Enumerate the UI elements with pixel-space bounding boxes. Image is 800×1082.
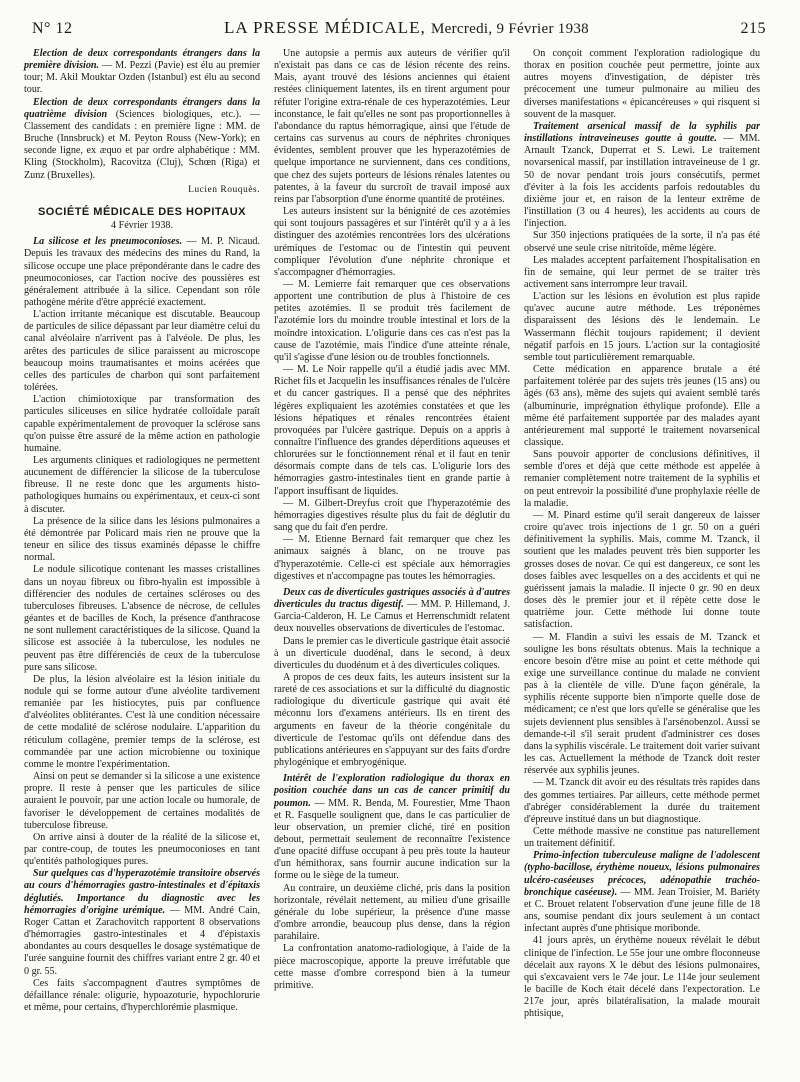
paragraph: Les arguments cliniques et radiologiques ne permettent aucunement de différencier la silicose de la tuberculose fibreuse. Il ne reste donc que les arguments histo-pathologiques humains ou expérimentaux, et ceux-ci sont à discuter.: [24, 455, 260, 515]
paragraph: Deux cas de diverticules gastriques associés à d'autres diverticules du tractus digestif. — MM. P. Hillemand, J. Garcia-Calderon, H. Le Camus et Herrenschmidt relatent deux nouvelles observations de diverticules de l'estomac.: [274, 586, 510, 635]
paragraph: — M. Tzanck dit avoir eu des résultats très rapides dans des gommes tertiaires. Par ailleurs, cette méthode permet d'abréger considérablement la durée du traitement d'épreuve institué dans un but diagnostique.: [524, 777, 760, 825]
paragraph: A propos de ces deux faits, les auteurs insistent sur la rareté de ces associations et sur la difficulté du diagnostic radiologique du diverticule gastrique qui avait été méconnu lors d'examens antérieurs. Ils en tirent des arguments en faveur de la théorie congénitale du diverticule de l'estomac qu'ils ont défendue dans des publications antérieures en s'appuyant sur des faits d'ordre phylogénique et embryogénique.: [274, 671, 510, 769]
paragraph: — M. Lemierre fait remarquer que ces observations apportent une contribution de plus à l'histoire de ces petites azotémies. Il se produit très facilement de l'azotémie lors du moindre trouble intestinal et lors de la moindre intoxication. L'oligurie dans ces cas n'est pas la cause de l'azotémie, mais l'indice d'une atteinte rénale, qu'il s'agisse d'une lésion ou de troubles fonctionnels.: [274, 278, 510, 363]
paragraph: Election de deux correspondants étrangers dans la quatrième division (Sciences biologiques, etc.). — Classement des candidats : en première ligne : MM. de Bruche (Innsbruck) et M. Peyton Rouss (New-York); en seconde ligne, ex æquo et par ordre alphabétique : MM. Kling (Stockholm), Racovitza (Cluj), Schœn (Riga) et Zunz (Bruxelles).: [24, 96, 261, 181]
paragraph: On arrive ainsi à douter de la réalité de la silicose et, par contre-coup, de toutes les pneumoconioses en tant qu'entités pathologiques pures.: [24, 831, 260, 868]
paragraph: — M. Le Noir rappelle qu'il a étudié jadis avec MM. Richet fils et Jacquelin les insuffisances rénales de l'ulcère et du cancer gastriques. Il a pensé que des néphrites légères expliquaient les azotémies constatées et que les lésions hépatiques et rénales rencontrées étaient provoquées par l'ulcère gastrique. Depuis on a appris à connaître l'influence des grandes déperditions aqueuses et chlorurées sur le fonctionnement rénal et il faut en tenir désormais compte dans de tels cas. L'oligurie lors des hémorragies gastro-intestinales tient en grande partie à l'apport insuffisant de liquides.: [274, 364, 510, 497]
paragraph: Ainsi on peut se demander si la silicose a une existence propre. Il reste à penser que les particules de silice auraient le pouvoir, par une action locale ou humorale, de favoriser le développement de certaines modalités de tuberculose fibreuse.: [24, 771, 260, 831]
paragraph: Election de deux correspondants étrangers dans la première division. — M. Pezzi (Pavie) est élu au premier tour; M. Akil Mouktar Ozden (Istanbul) est élu au second tour.: [24, 48, 261, 96]
issue-number: N° 12: [32, 20, 73, 37]
paragraph: Cette méthode massive ne constitue pas naturellement un traitement définitif.: [524, 826, 760, 850]
paragraph: De plus, la lésion alvéolaire est la lésion initiale du nodule qui se forme autour d'une alvéolite tardivement remaniée par les histiocytes, puis par confluence d'alvéolites oblitérantes. C'est là une condition nécessaire de cette modalité de sclérose nodulaire. L'apparition du réticulum collagène, premier temps de la sclérose, est commandée par une action microbienne ou toxinique comme le montre l'expérimentation.: [24, 673, 260, 770]
paragraph: Primo-infection tuberculeuse maligne de l'adolescent (typho-bacillose, érythème noueux, lésions pulmonaires ulcéro-caséeuses précoces, adénopathie trachéo-bronchique caséeuse). — MM. Jean Troisier, M. Bariéty et C. Brouet relatent l'observation d'une jeune fille de 18 ans, soumise pendant dix jours seulement à un contact infectant auprès d'une phtisique moribonde.: [524, 850, 760, 935]
paragraph: Cette médication en apparence brutale a été parfaitement tolérée par des sujets très jeunes (15 ans) ou âgés (63 ans), même des sujets qui avaient semblé tarés (albuminurie, imprégnation éthylique profonde). Elle a même été parfaitement supportée par des malades ayant antérieurement mal supporté le traitement novarsenical classique.: [524, 364, 760, 448]
paragraph: Le nodule silicotique contenant les masses cristallines dans un noyau fibreux ou fibro-hyalin est impossible à différencier des nodules de certaines scléroses ou des tuberculoses fibreuses. L'absence de nécrose, de cellules géantes et de bacilles de Koch, la présence d'anthracose ne sont nullement caractéristiques de la silicose. Quand la silicose est associée à la tuberculose, les nodules ne peuvent pas être différenciés de ceux de la tuberculose pure sans silicose.: [24, 564, 260, 673]
issue-date: Mercredi, 9 Février 1938: [431, 21, 589, 37]
journal-title-line: [224, 18, 589, 38]
paragraph: Au contraire, un deuxième cliché, pris dans la position horizontale, révélait nettement, au milieu d'une grisaille générale du lobe supérieur, la présence d'une masse d'ombre arrondie, beaucoup plus dense, dans la région parahilaire.: [274, 882, 510, 943]
paragraph: Les auteurs insistent sur la bénignité de ces azotémies qui sont toujours passagères et sur l'intérêt qu'il y a à les distinguer des azotémies rencontrées lors des ulcérations urémiques de l'estomac ou de l'intestin qui peuvent compliquer l'évolution d'une néphrite chronique et s'accompagner d'hémorragies.: [274, 206, 510, 278]
paragraph: L'action chimiotoxique par transformation des particules siliceuses en silice hydratée colloïdale paraît capable expérimentalement de provoquer la sclérose sans qu'on puisse être assuré de la même action en pathologie humaine.: [24, 394, 260, 454]
column-2: [274, 48, 510, 1021]
paragraph: On conçoit comment l'exploration radiologique du thorax en position couchée peut permettre, jointe aux autres moyens d'investigation, de dépister très précocement une tumeur pulmonaire au milieu des diverses manifestations « épicancéreuses » qui risquent si souvent de la masquer.: [524, 48, 760, 120]
section-date: 4 Février 1938.: [111, 220, 173, 232]
column-3: [524, 48, 760, 1021]
paragraph: La présence de la silice dans les lésions pulmonaires a été démontrée par Policard mais rien ne prouve que la teneur en silice des tissus examinés dépasse le chiffre normal.: [24, 515, 260, 564]
paragraph: La confrontation anatomo-radiologique, à l'aide de la pièce macroscopique, apporte la preuve irréfutable que cette masse d'ombre correspond bien à la tumeur primitive.: [274, 943, 510, 991]
paragraph: Une autopsie a permis aux auteurs de vérifier qu'il n'existait pas dans ce cas de lésion récente des reins. Mais, ayant trouvé des lésions anciennes qui étaient restées cliniquement latentes, ils en tirent argument pour réfuter l'origine extra-rénale de ces hyperazotémies. Leur inconstance, le fait qu'elles ne sont pas proportionnelles à l'abondance du raptus hémorragique, ainsi que l'étude de certains cas survenus au cours de néphrites chroniques évidentes, semblent prouver que les hyperazotémies de quelque importance ne surviennent, dans ces conditions, que chez des sujets porteurs de lésions rénales latentes ou patentes, à la faveur du surcroît de travail imposé aux reins par l'absorption d'une énorme quantité de protéines.: [274, 48, 510, 205]
page-number: 215: [740, 20, 766, 37]
paragraph: Sans pouvoir apporter de conclusions définitives, il semble d'ores et déjà que cette méthode est appelée à remanier complètement notre traitement de la syphilis et on peut entrevoir la possibilité d'une prophylaxie réelle de la maladie.: [524, 449, 760, 509]
paragraph: — M. Gilbert-Dreyfus croit que l'hyperazotémie des hémorragies digestives résulte plus du fait de déglutir du sang que du fait d'en perdre.: [274, 497, 510, 534]
paragraph: — M. Flandin a suivi les essais de M. Tzanck et souligne les bons résultats obtenus. Mais la technique a encore besoin d'être mise au point et cette méthode qui exige une surveillance continue du malade ne convient pas à la clientèle de ville. D'une façon générale, la syphilis récente supporte bien n'importe quelle dose de médicament; ce n'est que lors qu'elle se généralise que les sujets deviennent plus sensibles à l'arsénobenzol. Aussi se demande-t-il s'il serait prudent d'administrer ces doses dans la syphilis viscérale. Le traitement doit varier suivant les cas. Actuellement la méthode de Tzanck doit rester réservée aux syphilis jeunes.: [524, 631, 760, 777]
signature: Lucien Rouquès.: [188, 184, 260, 195]
column-1: [24, 48, 260, 1021]
paragraph: Sur quelques cas d'hyperazotémie transitoire observés au cours d'hémorragies gastro-intestinales et d'épitaxis déglutiés. Importance du diagnostic avec les hémorragies d'origine urémique. — MM. André Cain, Roger Cattan et Zarachovitch rapportent 8 observations d'hémorragies gastro-intestinales et 4 d'épistaxis abondantes au cours desquelles le dosage systématique de l'urée sanguine fournit des chiffres variant entre 2 gr. 40 et 0 gr. 55.: [24, 868, 260, 977]
paragraph: — M. Pinard estime qu'il serait dangereux de laisser croire qu'avec trois injections de 1 gr. 50 on a guéri définitivement la syphilis. Mais, comme M. Tzanck, il soutient que les malades peuvent très bien supporter les grosses doses de novar. Ce qui est dangereux, ce sont les doses faibles avec lesquelles on a des accidents et qui ne guérissent jamais la maladie. Il injecte 0 gr. 90 en deux doses dès le premier jour et il répète cette dose le quatrième jour. Cette méthode lui donne toute satisfaction.: [524, 509, 760, 631]
paragraph: La silicose et les pneumoconioses. — M. P. Nicaud. Depuis les travaux des médecins des mines du Rand, la silicose occupe une place prépondérante dans le cadre des pneumoconioses, car l'action nocive des poussières est généralement attribuée à la silice. Cependant son rôle pathogène mérite d'être apprécié exactement.: [24, 236, 260, 308]
text-columns: [24, 48, 770, 1021]
paragraph: Traitement arsenical massif de la syphilis par instillations intraveineuses goutte à goutte. — MM. Arnault Tzanck, Duperrat et S. Lewi. Le traitement novarsenical massif, par instillation intraveineuse de 1 gr. 50 de novar pendant trois jours consécutifs, permet d'éviter à la fois les accidents parfois redoutables du dixième jour et, en raison de la lenteur extrême de l'instillation (3 ou 4 heures), les accidents au cours de l'injection.: [524, 120, 760, 230]
paragraph: Les malades acceptent parfaitement l'hospitalisation en fin de semaine, qui leur permet de se traiter très activement sans interrompre leur travail.: [524, 254, 760, 290]
paragraph: Ces faits s'accompagnent d'autres symptômes de défaillance rénale: oligurie, hypoazoturie, hypochlorurie et même, pour certains, d'hyperchlorémie plasmique.: [24, 977, 260, 1014]
paragraph: Intérêt de l'exploration radiologique du thorax en position couchée dans un cas de cancer primitif du poumon. — MM. R. Benda, M. Fourestier, Mme Thaon et R. Fasquelle soulignent que, dans le cas particulier de leur observation, un premier cliché, tiré en position debout, permettait seulement de reconnaître l'existence d'une opacité diffuse occupant à peu près toute la hauteur d'un hémithorax, sans fournir aucune indication sur la forme ou le siège de la tumeur.: [274, 773, 510, 882]
page-header: [24, 18, 770, 44]
paragraph: — M. Etienne Bernard fait remarquer que chez les animaux saignés à blanc, on ne trouve pas d'hyperazotémie. Celle-ci est spéciale aux hémorragies digestives et n'accompagne pas toutes les hémorragies.: [274, 534, 510, 582]
paragraph: L'action irritante mécanique est discutable. Beaucoup de particules de silice dépassant par leur diamètre celui du canal alvéolaire n'arrivent pas à l'alvéole. De plus, les arêtes des particules de silice paraissent au microscope beaucoup moins traumatisantes et moins acérées que celles des particules de charbon qui sont parfaitement tolérées.: [24, 309, 260, 394]
section-title: SOCIÉTÉ MÉDICALE DES HOPITAUX: [37, 205, 247, 218]
paragraph: Sur 350 injections pratiquées de la sorte, il n'a pas été observé une seule crise nitritoïde, même légère.: [524, 230, 760, 254]
paragraph: L'action sur les lésions en évolution est plus rapide qu'avec aucune autre méthode. Les tréponèmes disparaissent des lésions dès le lendemain. Le Wassermann fléchit toujours rapidement; il devient négatif parfois en 15 jours. L'action sur la contagiosité semble tout particulièrement remarquable.: [524, 291, 760, 363]
paragraph: Dans le premier cas le diverticule gastrique était associé à un diverticule duodénal, dans le second, à deux diverticules du duodénum et à des diverticules coliques.: [274, 635, 510, 671]
journal-name: LA PRESSE MÉDICALE,: [223, 18, 426, 37]
paragraph: 41 jours après, un érythème noueux révélait le début clinique de l'infection. Le 55e jour une ombre floconneuse décelait aux rayons X le début des lésions pulmonaires, qui s'excavaient vers le 74e jour. Le 114e jour seulement le bacille de Koch était décelé dans l'expectoration. Le 217e jour, après bilatéralisation, la malade mourait phtisique,: [524, 935, 760, 1020]
